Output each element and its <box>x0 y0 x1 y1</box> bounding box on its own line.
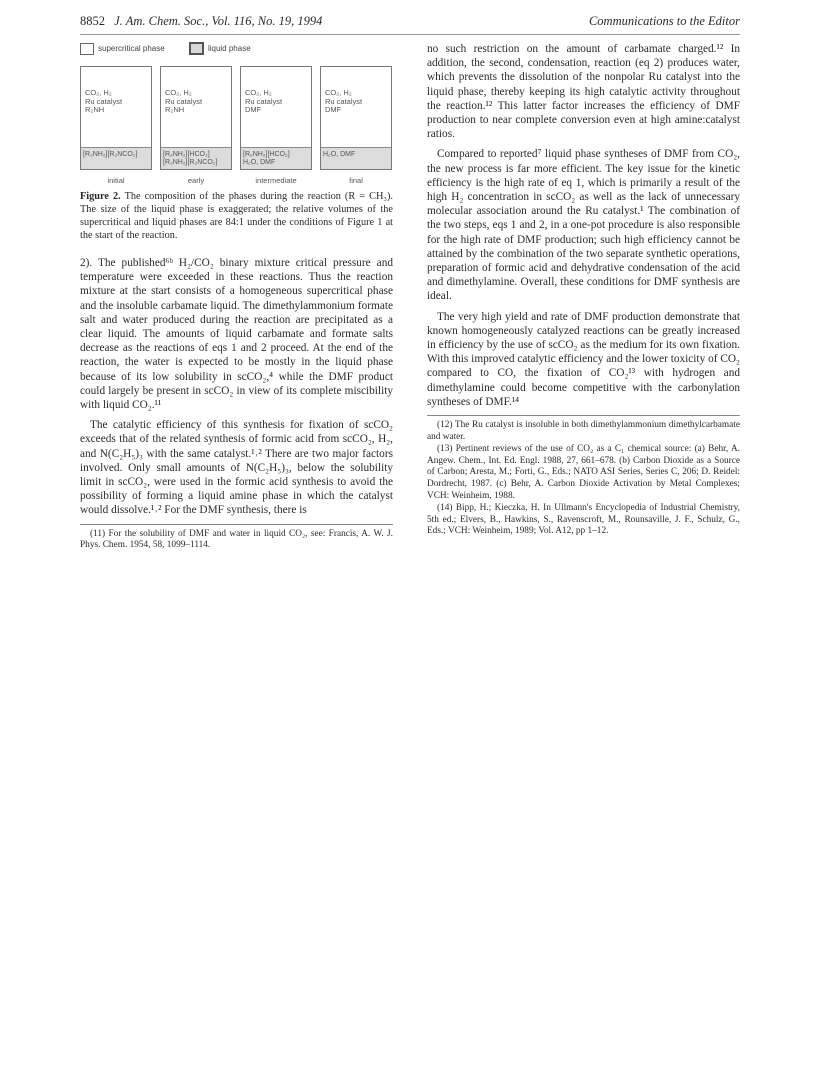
legend-supercritical-label: supercritical phase <box>98 44 165 53</box>
body-paragraph: 2). The published⁶ᵇ H₂/CO₂ binary mixture critical pressure and temperature were exceeded in these reactions. Thus the reaction mixture at the start consists of a homogeneous supercritical phase and the insoluble carbamate liquid. The dimethylammonium formate salt and water produced during the reaction are precipitated as a clear liquid. The amounts of liquid carbamate and formate salts decrease as the reactions of eqs 1 and 2 proceed. At the end of the reaction, the water is expected to be mostly in the liquid phase because of its low solubility in scCO₂,⁴ while the DMF product could largely be present in scCO₂ in view of its complete miscibility with liquid CO₂.¹¹ <box>80 257 393 412</box>
section-title: Communications to the Editor <box>588 14 740 28</box>
stage-label-early: early <box>187 176 205 185</box>
supercritical-contents <box>165 89 202 115</box>
liquid-contents <box>161 147 231 169</box>
supercritical-contents <box>245 89 282 115</box>
footnote-rule <box>80 524 393 525</box>
body-paragraph: Compared to reported⁷ liquid phase syntheses of DMF from CO₂, the new process is far more efficient. The key issue for the kinetic efficiency is the high rate of eq 1, which is primarily a result of the high H₂ concentration in scCO₂ as well as the lack of unnecessary molecular association around the Ru catalyst.¹ The combination of the two steps, eqs 1 and 2, in a one-pot procedure is also responsible for the high rate of DMF production; such high efficiency cannot be attained by the combination of the two separate synthetic operations, preparation of formic acid and dehydrative condensation of the acid and dimethylamine. Overall, these conditions for DMF synthesis are ideal. <box>427 148 740 303</box>
footnote-12: (12) The Ru catalyst is insoluble in both dimethylammonium dimethylcarbamate and water. <box>427 420 740 442</box>
component: [R₂NH₂][HCO₂] <box>163 151 210 158</box>
stage-label-initial: initial <box>107 176 125 185</box>
component: Ru catalyst <box>85 96 123 106</box>
component: H₂O, DMF <box>323 151 356 158</box>
component: DMF <box>245 105 262 114</box>
supercritical-swatch <box>80 43 94 55</box>
component: [R₂NH₂][R₂NCO₂] <box>83 151 138 158</box>
component: [R₂NH₂][HCO₂] <box>243 151 290 158</box>
supercritical-contents <box>325 89 362 115</box>
legend-liquid <box>189 42 251 56</box>
footnote-rule <box>427 415 740 416</box>
component: H₂O, DMF <box>243 159 276 166</box>
phase-box-intermediate <box>240 66 312 170</box>
component: R₂NH <box>85 105 105 114</box>
figure-caption <box>80 190 393 242</box>
component: DMF <box>325 105 342 114</box>
component: CO₂, H₂ <box>165 88 192 97</box>
phase-box-early <box>160 66 232 170</box>
right-column <box>427 42 740 539</box>
figure-2 <box>80 42 393 186</box>
body-paragraph: The catalytic efficiency of this synthesis for fixation of scCO₂ exceeds that of the related synthesis of formic acid from scCO₂, H₂, and N(C₂H₅)₃ with the same catalyst.¹˒² There are two major factors involved. Only small amounts of N(C₂H₅)₃, below the solubility limit in scCO₂, were used in the formic acid synthesis to avoid the possibility of forming a liquid amine phase in which the catalyst would dissolve.¹˒² For the DMF synthesis, there is <box>80 419 393 517</box>
component: R₂NH <box>165 105 185 114</box>
body-paragraph: The very high yield and rate of DMF production demonstrate that known homogeneously catalyzed reactions can be greatly increased in efficiency by the use of scCO₂ as the medium for its own fixation. With this improved catalytic efficiency and the lower toxicity of CO₂ compared to CO, the fixation of CO₂¹³ with hydrogen and dimethylamine could become competitive with the carbonylation syntheses of DMF.¹⁴ <box>427 310 740 408</box>
component: Ru catalyst <box>325 96 363 106</box>
page-number: 8852 <box>80 14 105 28</box>
caption-text: The composition of the phases during the reaction (R = CH₃). The size of the liquid phase is exaggerated; the relative volumes of the supercritical and liquid phases are 84:1 under the conditions of Figure 1 at the start of the reaction. <box>80 191 393 241</box>
body-paragraph: no such restriction on the amount of carbamate charged.¹² In addition, the second, condensation, reaction (eq 2) produces water, which prevents the dissolution of the nonpolar Ru catalyst into the liquid phase, thereby keeping its high catalytic activity throughout the reaction.¹² This latter factor increases the efficiency of DMF production to near complete conversion even at high amine:catalyst ratios. <box>427 43 740 141</box>
footnote-14: (14) Bipp, H.; Kieczka, H. In Ullmann's Encyclopedia of Industrial Chemistry, 5th ed.; Elvers, B., Hawkins, S., Ravenscroft, M., Rounsaville, J. F., Schulz, G., Eds.; VCH: Weinheim, 1989; Vol. A12, pp 1–12. <box>427 503 740 537</box>
journal-citation: J. Am. Chem. Soc., Vol. 116, No. 19, 1994 <box>114 14 323 28</box>
component: [R₂NH₂][R₂NCO₂] <box>163 159 218 166</box>
footnote-13: (13) Pertinent reviews of the use of CO₂ as a C₁ chemical source: (a) Behr, A. Angew. Chem., Int. Ed. Engl. 1988, 27, 661–678. (b) Carbon Dioxide as a Source of Carbon; Aresta, M.; Forti, G., Eds.; NATO ASI Series, Series C, 206; D. Reidel: Dordrecht, 1987. (c) Behr, A. Carbon Dioxide Activation by Metal Complexes; VCH: Weinheim, 1988. <box>427 444 740 501</box>
header-left <box>80 14 322 29</box>
component: CO₂, H₂ <box>85 88 112 97</box>
component: CO₂, H₂ <box>245 88 272 97</box>
liquid-contents <box>241 147 311 169</box>
liquid-contents <box>321 147 391 169</box>
component: Ru catalyst <box>165 96 203 106</box>
supercritical-contents <box>85 89 122 115</box>
liquid-swatch <box>189 42 204 55</box>
left-column <box>80 42 393 553</box>
legend-liquid-label: liquid phase <box>207 44 251 53</box>
component: CO₂, H₂ <box>325 88 352 97</box>
figure-legend <box>80 42 273 56</box>
phase-box-final <box>320 66 392 170</box>
stage-label-final: final <box>349 176 363 185</box>
component: Ru catalyst <box>245 96 283 106</box>
caption-label: Figure 2. <box>80 191 121 202</box>
phase-box-initial <box>80 66 152 170</box>
footnote-11: (11) For the solubility of DMF and water in liquid CO₂, see: Francis, A. W. J. Phys. Chem. 1954, 58, 1099–1114. <box>80 528 393 551</box>
stage-label-intermediate: intermediate <box>255 176 297 185</box>
running-header <box>80 14 740 35</box>
liquid-contents <box>81 147 151 169</box>
legend-supercritical <box>80 42 165 56</box>
